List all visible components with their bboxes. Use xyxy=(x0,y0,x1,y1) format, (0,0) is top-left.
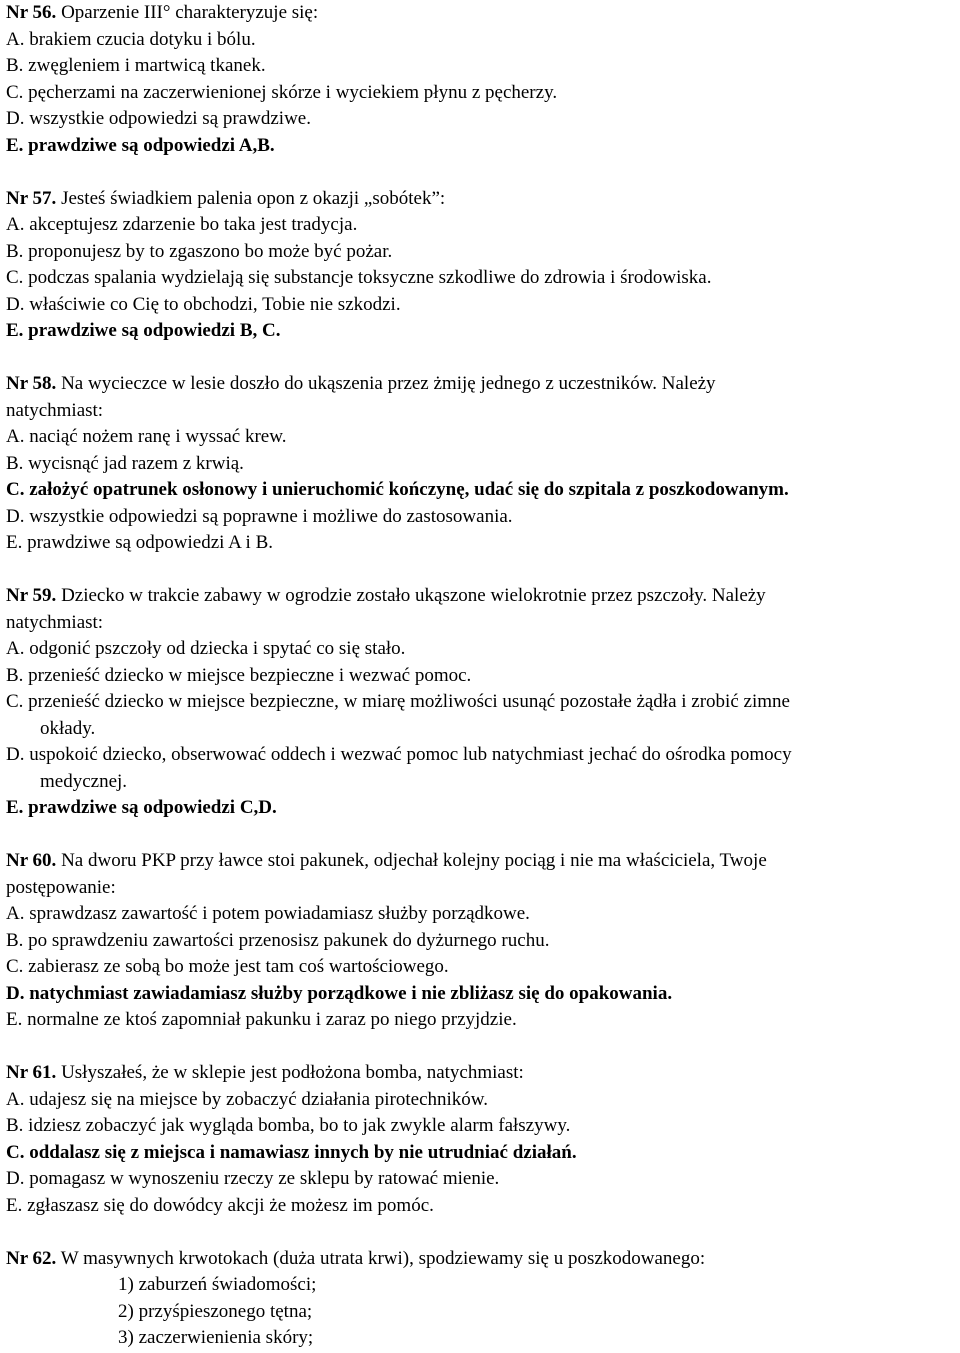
question-60 xyxy=(6,848,960,1034)
answer-e: E. zgłaszasz się do dowódcy akcji że możesz im pomóc. xyxy=(6,1194,434,1216)
question-header xyxy=(6,0,960,27)
answer-a: A. odgonić pszczoły od dziecka i spytać co się stało. xyxy=(6,638,406,659)
question-text-continued: postępowanie: xyxy=(6,876,116,898)
question-text: Na wycieczce w lesie doszło do ukąszenia przez żmiję jednego z uczestników. Należy xyxy=(61,373,716,394)
answer-a: A. akceptujesz zdarzenie bo taka jest tradycja. xyxy=(6,214,358,235)
question-text: Oparzenie III° charakteryzuje się: xyxy=(61,2,319,23)
question-61 xyxy=(6,1060,960,1219)
answer-a: A. naciąć nożem ranę i wyssać krew. xyxy=(6,426,287,447)
question-number: Nr 59. xyxy=(6,585,57,606)
answer-e: E. prawdziwe są odpowiedzi B, C. xyxy=(6,320,281,341)
question-number: Nr 62. xyxy=(6,1247,57,1269)
answer-e: E. prawdziwe są odpowiedzi A,B. xyxy=(6,134,275,156)
answer-e: E. normalne ze ktoś zapomniał pakunku i zaraz po niego przyjdzie. xyxy=(6,1009,517,1030)
question-56 xyxy=(6,0,960,159)
answer-b: B. po sprawdzeniu zawartości przenosisz pakunek do dyżurnego ruchu. xyxy=(6,929,550,951)
question-header xyxy=(6,1060,960,1087)
answer-d: D. uspokoić dziecko, obserwować oddech i wezwać pomoc lub natychmiast jechać do ośrodka pomocy xyxy=(6,744,792,765)
answer-c: C. pęcherzami na zaczerwienionej skórze i wyciekiem płynu z pęcherzy. xyxy=(6,81,558,103)
question-text: Jesteś świadkiem palenia opon z okazji „sobótek”: xyxy=(61,187,446,209)
answer-d-continued: medycznej. xyxy=(40,770,128,792)
question-text: Usłyszałeś, że w sklepie jest podłożona bomba, natychmiast: xyxy=(61,1062,524,1083)
question-text: Na dworu PKP przy ławce stoi pakunek, odjechał kolejny pociąg i nie ma właściciela, Twoje xyxy=(61,850,767,871)
question-62 xyxy=(6,1246,960,1352)
question-text-continued: natychmiast: xyxy=(6,399,104,421)
answer-d: D. natychmiast zawiadamiasz służby porządkowe i nie zbliżasz się do opakowania. xyxy=(6,982,673,1004)
question-number: Nr 56. xyxy=(6,2,57,23)
question-header xyxy=(6,848,960,875)
answer-d: D. wszystkie odpowiedzi są prawdziwe. xyxy=(6,108,311,129)
answer-c: C. założyć opatrunek osłonowy i unieruchomić kończynę, udać się do szpitala z poszkodowanym. xyxy=(6,479,789,500)
list-item: 2) przyśpieszonego tętna; xyxy=(118,1300,313,1322)
answer-d: D. pomagasz w wynoszeniu rzeczy ze sklepu by ratować mienie. xyxy=(6,1168,500,1189)
question-text: Dziecko w trakcie zabawy w ogrodzie zostało ukąszone wielokrotnie przez pszczoły. Należy xyxy=(61,585,766,606)
answer-a: A. udajesz się na miejsce by zobaczyć działania pirotechników. xyxy=(6,1088,489,1110)
answer-c-continued: okłady. xyxy=(40,717,96,739)
question-number: Nr 57. xyxy=(6,187,57,209)
question-57 xyxy=(6,186,960,345)
answer-a: A. brakiem czucia dotyku i bólu. xyxy=(6,28,256,50)
question-text-continued: natychmiast: xyxy=(6,611,104,633)
answer-e: E. prawdziwe są odpowiedzi A i B. xyxy=(6,532,274,553)
answer-c: C. zabierasz ze sobą bo może jest tam coś wartościowego. xyxy=(6,956,449,977)
answer-b: B. proponujesz by to zgaszono bo może być pożar. xyxy=(6,240,393,262)
answer-b: B. idziesz zobaczyć jak wygląda bomba, bo to jak zwykle alarm fałszywy. xyxy=(6,1115,571,1136)
question-header xyxy=(6,371,960,398)
answer-b: B. przenieść dziecko w miejsce bezpieczne i wezwać pomoc. xyxy=(6,664,472,686)
answer-d: D. właściwie co Cię to obchodzi, Tobie nie szkodzi. xyxy=(6,293,401,315)
answer-a: A. sprawdzasz zawartość i potem powiadamiasz służby porządkowe. xyxy=(6,903,530,924)
list-item: 3) zaczerwienienia skóry; xyxy=(118,1327,314,1348)
answer-b: B. zwęgleniem i martwicą tkanek. xyxy=(6,55,266,76)
question-header xyxy=(6,1246,960,1273)
answer-e: E. prawdziwe są odpowiedzi C,D. xyxy=(6,797,277,818)
answer-c: C. przenieść dziecko w miejsce bezpieczne, w miarę możliwości usunąć pozostałe żądła i zrobić zimne xyxy=(6,691,790,712)
question-number: Nr 58. xyxy=(6,373,57,394)
list-item: 1) zaburzeń świadomości; xyxy=(118,1274,317,1295)
answer-b: B. wycisnąć jad razem z krwią. xyxy=(6,452,244,474)
question-number: Nr 60. xyxy=(6,850,57,871)
question-header xyxy=(6,186,960,213)
question-number: Nr 61. xyxy=(6,1062,57,1083)
question-text: W masywnych krwotokach (duża utrata krwi), spodziewamy się u poszkodowanego: xyxy=(60,1247,706,1269)
answer-d: D. wszystkie odpowiedzi są poprawne i możliwe do zastosowania. xyxy=(6,505,513,527)
answer-c: C. oddalasz się z miejsca i namawiasz innych by nie utrudniać działań. xyxy=(6,1141,577,1163)
answer-c: C. podczas spalania wydzielają się substancje toksyczne szkodliwe do zdrowia i środowiska. xyxy=(6,267,712,288)
question-header xyxy=(6,583,960,610)
question-59 xyxy=(6,583,960,822)
question-58 xyxy=(6,371,960,557)
